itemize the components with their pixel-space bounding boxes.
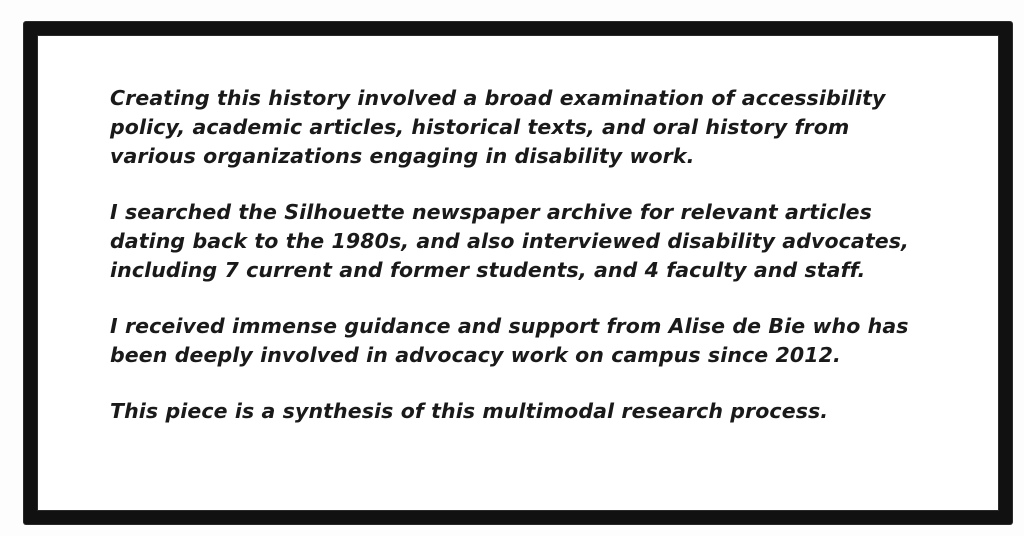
text-line: I received immense guidance and support from Alise de Bie who has [110, 314, 909, 338]
text-line: various organizations engaging in disability work. [110, 144, 695, 168]
paragraph-research-scope [110, 84, 940, 171]
text-line: been deeply involved in advocacy work on campus since 2012. [110, 343, 841, 367]
text-line: Creating this history involved a broad examination of accessibility [110, 86, 886, 110]
paragraph-archive-interviews [110, 198, 940, 285]
paragraph-acknowledgement [110, 312, 940, 370]
text-block [110, 84, 940, 453]
text-line: policy, academic articles, historical texts, and oral history from [110, 115, 850, 139]
text-line: including 7 current and former students, and 4 faculty and staff. [110, 258, 866, 282]
text-line: dating back to the 1980s, and also interviewed disability advocates, [110, 229, 909, 253]
text-line: This piece is a synthesis of this multimodal research process. [110, 399, 829, 423]
text-line: I searched the Silhouette newspaper archive for relevant articles [110, 200, 872, 224]
paragraph-synthesis [110, 397, 940, 426]
